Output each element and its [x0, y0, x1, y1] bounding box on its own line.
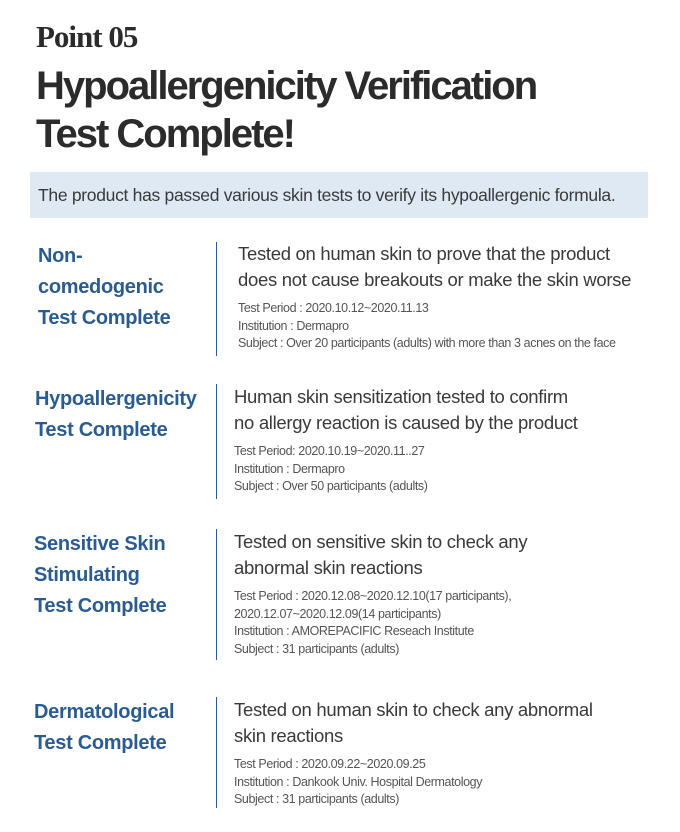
- test-lead: [234, 697, 593, 749]
- test-institution: Institution : AMOREPACIFIC Reseach Institute: [234, 624, 474, 638]
- test-title-line: Non-: [38, 245, 83, 267]
- test-institution: Institution : Dankook Univ. Hospital Dermatology: [234, 774, 483, 789]
- test-institution: Institution : Dermapro: [238, 318, 349, 333]
- test-title: [38, 241, 170, 334]
- test-lead-line: abnormal skin reactions: [234, 557, 423, 578]
- test-subject: Subject : 31 participants (adults): [234, 641, 399, 656]
- test-title-line: Test Complete: [34, 595, 167, 617]
- section-divider: [216, 697, 217, 808]
- test-title: [35, 384, 197, 446]
- test-period: Test Period : 2020.09.22~2020.09.25: [234, 757, 426, 771]
- test-body: [238, 241, 631, 353]
- test-details: [234, 756, 593, 809]
- test-lead-line: Tested on sensitive skin to check any: [234, 531, 528, 552]
- section-divider: [216, 242, 217, 356]
- test-title-line: Test Complete: [35, 419, 168, 441]
- test-body: [234, 697, 593, 809]
- test-lead-line: Human skin sensitization tested to confirm: [234, 386, 568, 407]
- section-divider: [216, 384, 217, 499]
- test-details: [234, 443, 578, 496]
- test-period: Test Period : 2020.10.12~2020.11.13: [238, 301, 429, 315]
- test-title-line: comedogenic: [38, 276, 164, 298]
- test-title-line: Test Complete: [34, 732, 167, 754]
- test-lead: [234, 384, 578, 436]
- test-body: [234, 384, 578, 496]
- page-title: [36, 62, 536, 158]
- test-title-line: Dermatological: [34, 701, 175, 723]
- test-subject: Subject : Over 20 participants (adults) with more than 3 acnes on the face: [238, 336, 616, 350]
- test-lead: [234, 529, 527, 581]
- test-title: [34, 697, 174, 759]
- test-body: [234, 529, 527, 658]
- headline-line-1: Hypoallergenicity Verification: [36, 64, 537, 108]
- headline-line-2: Test Complete!: [36, 112, 294, 156]
- test-subject: Subject : Over 50 participants (adults): [234, 479, 428, 493]
- summary-band: [30, 172, 648, 218]
- test-title-line: Stimulating: [34, 564, 140, 586]
- test-lead-line: Tested on human skin to prove that the product: [238, 243, 610, 264]
- summary-text: The product has passed various skin tests to verify its hypoallergenic formula.: [38, 184, 616, 205]
- test-lead-line: no allergy reaction is caused by the product: [234, 412, 578, 433]
- test-lead-line: does not cause breakouts or make the skin worse: [238, 269, 632, 290]
- test-institution: Institution : Dermapro: [234, 461, 345, 476]
- test-title-line: Hypoallergenicity: [35, 388, 197, 410]
- test-lead-line: skin reactions: [234, 725, 343, 746]
- test-period-continued: 2020.12.07~2020.12.09(14 participants): [234, 606, 441, 621]
- test-lead-line: Tested on human skin to check any abnormal: [234, 699, 593, 720]
- test-title: [34, 529, 166, 622]
- test-details: [238, 300, 631, 353]
- test-period: Test Period : 2020.12.08~2020.12.10(17 participants),: [234, 589, 512, 603]
- test-subject: Subject : 31 participants (adults): [234, 792, 399, 806]
- test-title-line: Sensitive Skin: [34, 533, 166, 555]
- test-details: [234, 588, 527, 658]
- test-title-line: Test Complete: [38, 307, 171, 329]
- test-period: Test Period: 2020.10.19~2020.11..27: [234, 444, 425, 458]
- section-divider: [216, 529, 217, 660]
- point-label: Point 05: [36, 19, 138, 54]
- test-lead: [238, 241, 631, 293]
